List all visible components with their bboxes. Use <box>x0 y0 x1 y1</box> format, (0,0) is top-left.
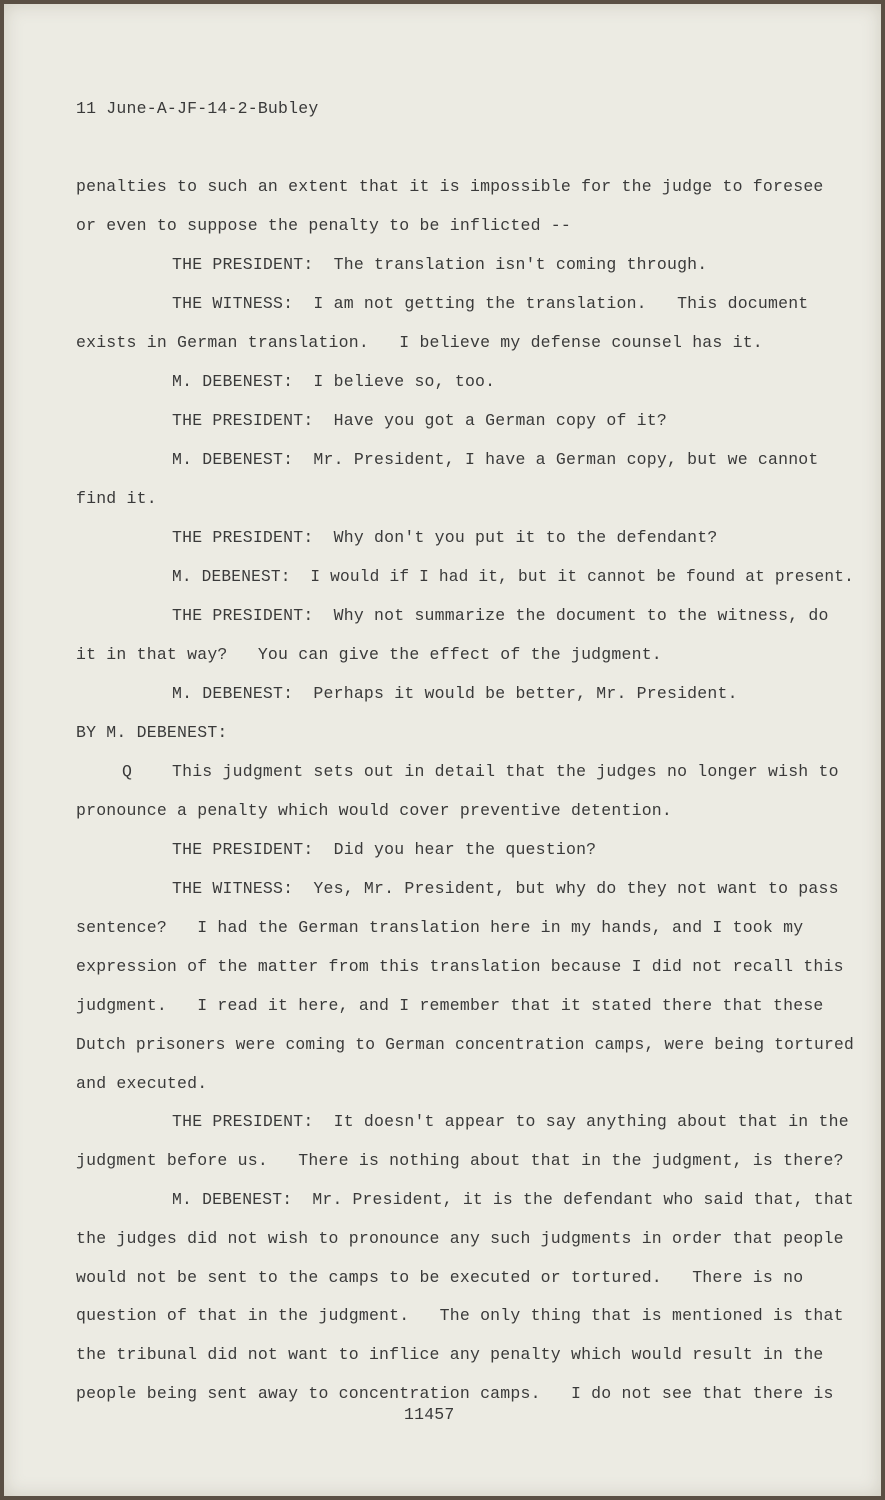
text-line: THE PRESIDENT: Have you got a German copy of it? <box>172 411 667 430</box>
text-line: THE PRESIDENT: Why not summarize the document to the witness, do <box>172 606 829 625</box>
page-header: 11 June-A-JF-14-2-Bubley <box>76 99 319 118</box>
text-line: M. DEBENEST: I would if I had it, but it cannot be found at present. <box>172 567 855 586</box>
text-line: it in that way? You can give the effect of the judgment. <box>76 645 662 664</box>
text-line: judgment before us. There is nothing about that in the judgment, is there? <box>76 1151 844 1170</box>
text-line: or even to suppose the penalty to be inflicted -- <box>76 216 571 235</box>
text-line: judgment. I read it here, and I remember that it stated there that these <box>76 996 824 1015</box>
text-line: THE WITNESS: I am not getting the translation. This document <box>172 294 809 313</box>
text-line: find it. <box>76 489 157 508</box>
text-line: THE PRESIDENT: Why don't you put it to the defendant? <box>172 528 718 547</box>
text-line: THE PRESIDENT: It doesn't appear to say anything about that in the <box>172 1112 849 1131</box>
text-line: M. DEBENEST: Perhaps it would be better, Mr. President. <box>172 684 738 703</box>
text-line: question of that in the judgment. The only thing that is mentioned is that <box>76 1306 844 1325</box>
text-line: M. DEBENEST: Mr. President, it is the defendant who said that, that <box>172 1190 854 1209</box>
document-page <box>4 4 881 1496</box>
text-line: BY M. DEBENEST: <box>76 723 228 742</box>
text-line: penalties to such an extent that it is impossible for the judge to foresee <box>76 177 824 196</box>
text-line: would not be sent to the camps to be executed or tortured. There is no <box>76 1268 804 1287</box>
text-line: M. DEBENEST: Mr. President, I have a German copy, but we cannot <box>172 450 819 469</box>
text-line: THE WITNESS: Yes, Mr. President, but why do they not want to pass <box>172 879 839 898</box>
text-line: and executed. <box>76 1074 208 1093</box>
text-line: sentence? I had the German translation here in my hands, and I took my <box>76 918 804 937</box>
text-line: pronounce a penalty which would cover preventive detention. <box>76 801 672 820</box>
text-line: expression of the matter from this translation because I did not recall this <box>76 957 844 976</box>
text-line: exists in German translation. I believe my defense counsel has it. <box>76 333 763 352</box>
text-line: the tribunal did not want to inflice any penalty which would result in the <box>76 1345 824 1364</box>
question-marker: Q <box>122 762 133 781</box>
text-line: THE PRESIDENT: The translation isn't coming through. <box>172 255 708 274</box>
text-line: THE PRESIDENT: Did you hear the question? <box>172 840 597 859</box>
page-number: 11457 <box>404 1405 455 1424</box>
text-line: M. DEBENEST: I believe so, too. <box>172 372 496 391</box>
text-line: Dutch prisoners were coming to German concentration camps, were being tortured <box>76 1035 854 1054</box>
text-line: people being sent away to concentration camps. I do not see that there is <box>76 1384 834 1403</box>
text-line: This judgment sets out in detail that the judges no longer wish to <box>172 762 839 781</box>
text-line: the judges did not wish to pronounce any such judgments in order that people <box>76 1229 844 1248</box>
